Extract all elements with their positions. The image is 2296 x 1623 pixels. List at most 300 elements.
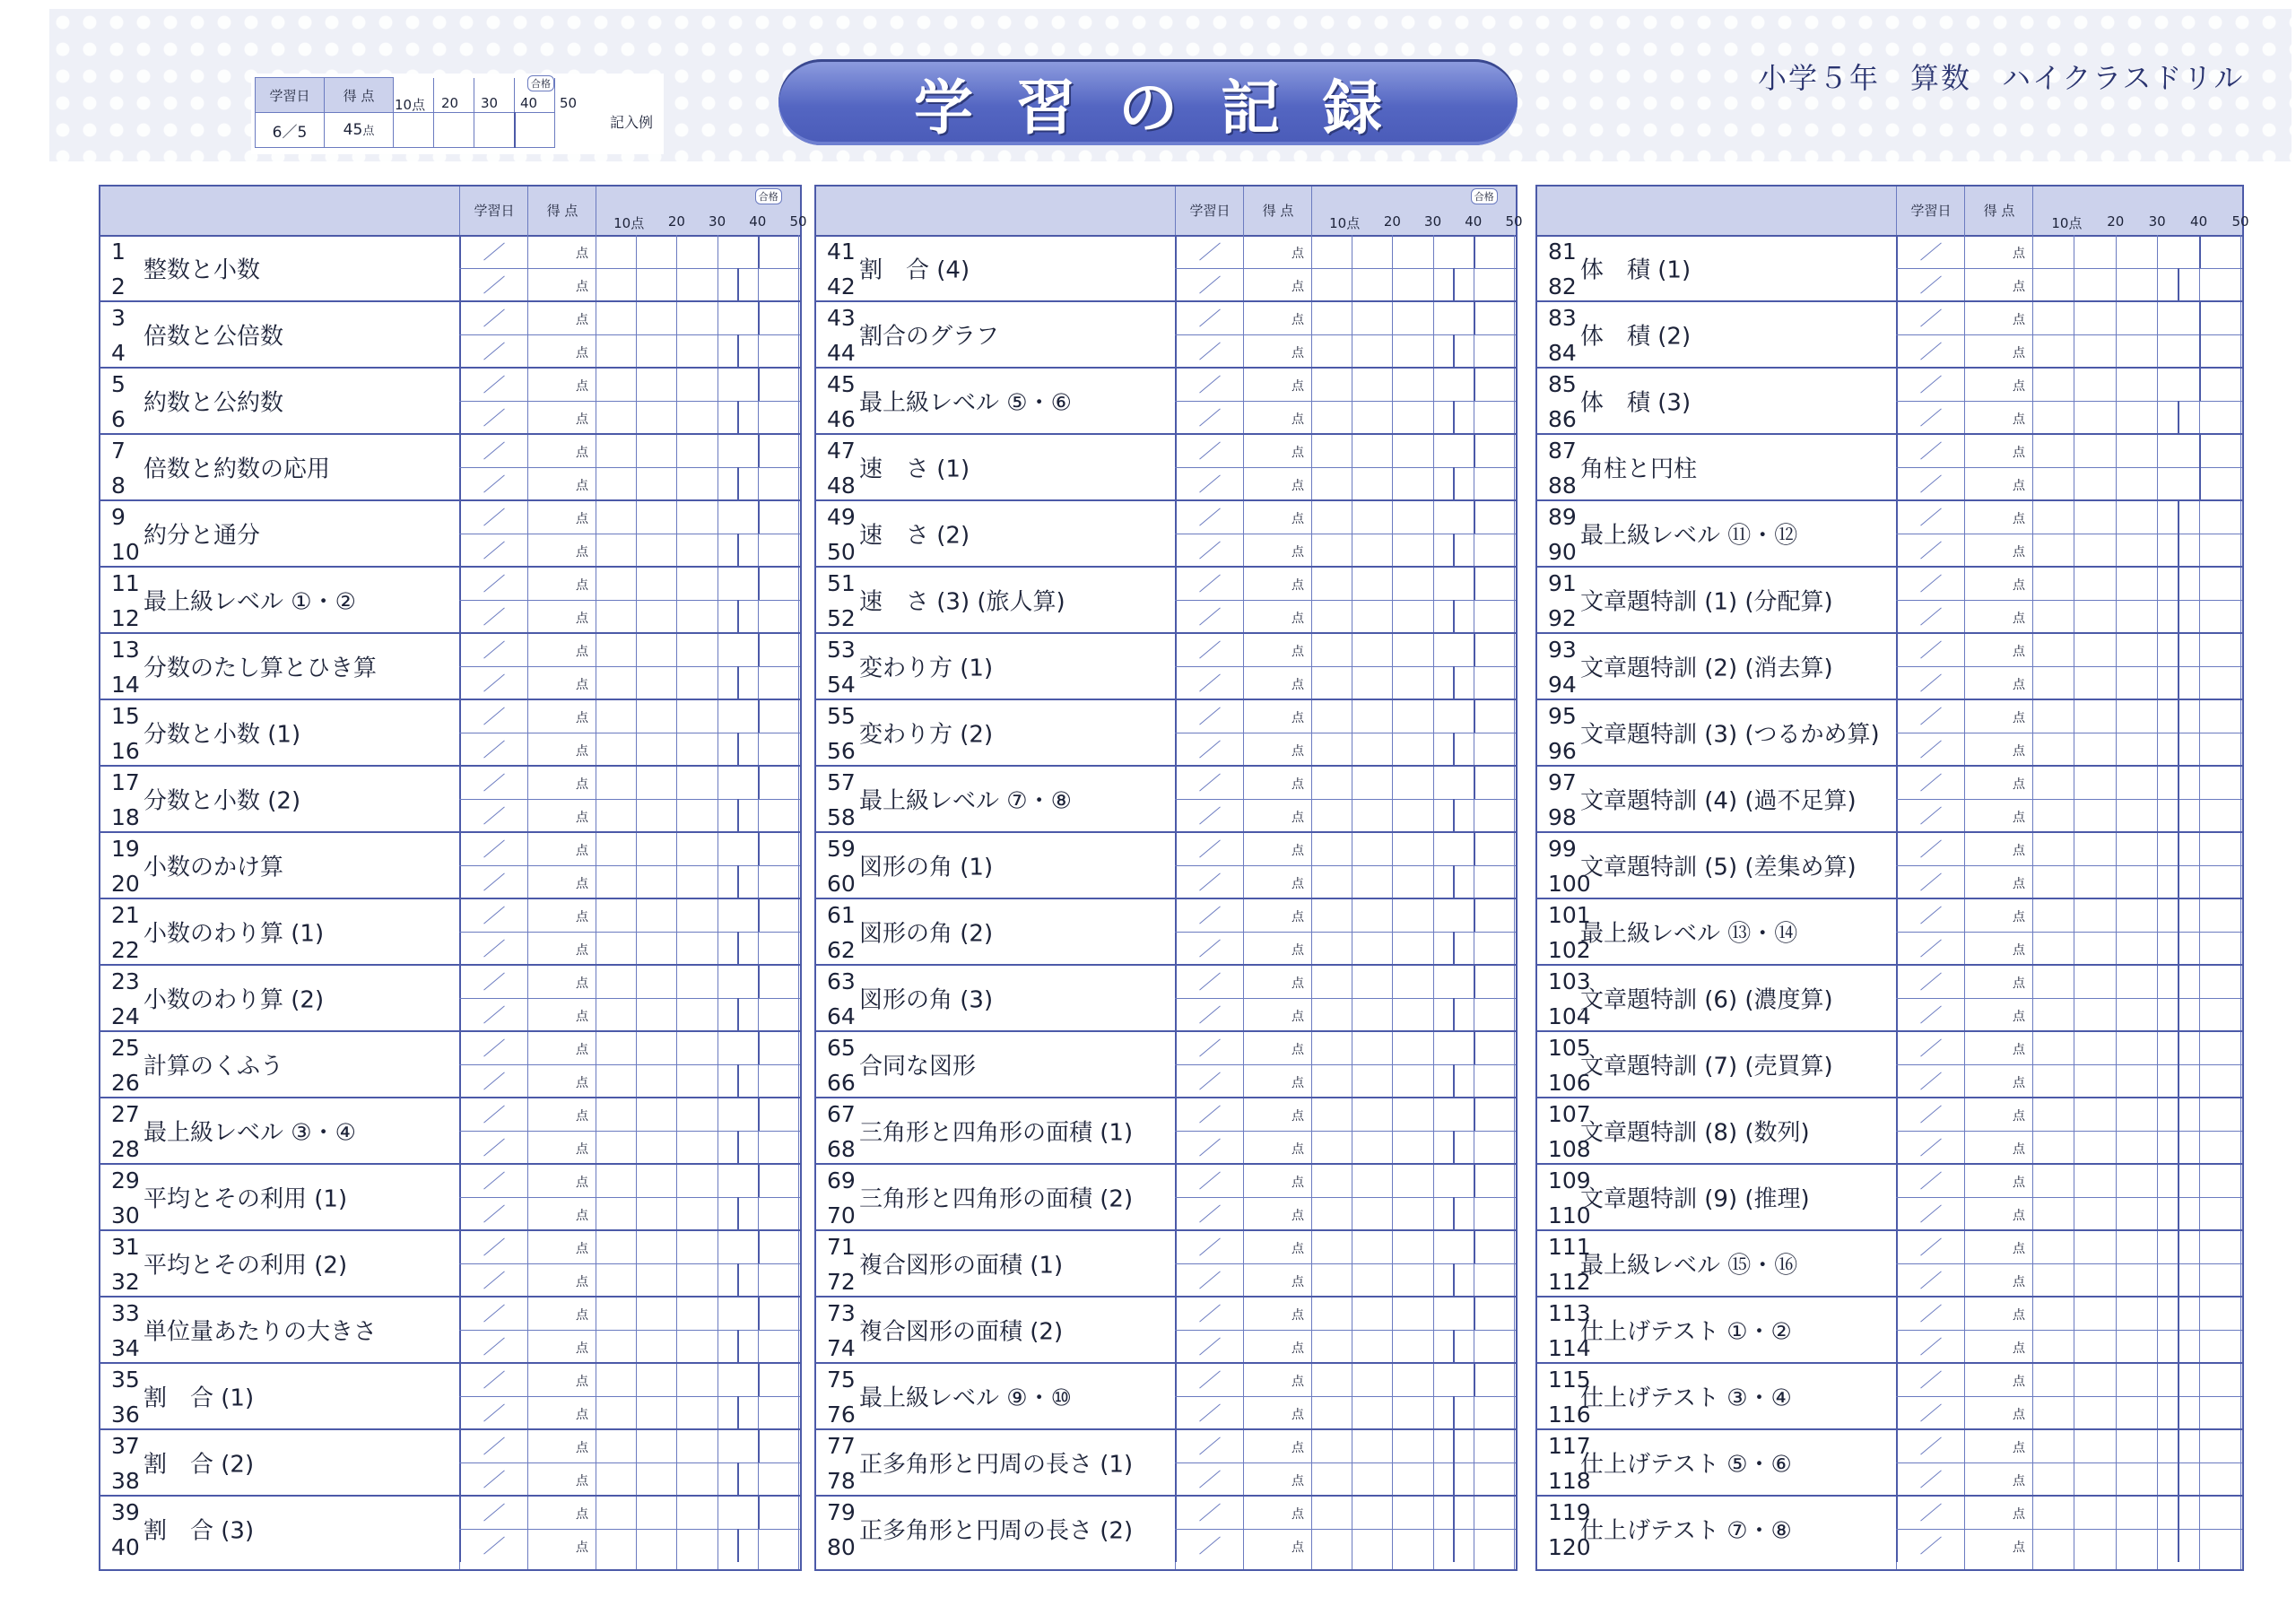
score-entry[interactable]: 点 bbox=[576, 1308, 588, 1323]
score-entry[interactable]: 点 bbox=[1292, 1408, 1304, 1422]
unit-label bbox=[816, 699, 1177, 766]
score-entry[interactable]: 点 bbox=[2013, 446, 2025, 460]
score-entry[interactable]: 点 bbox=[576, 877, 588, 891]
unit-number: 82 bbox=[1548, 273, 1577, 299]
date-entry[interactable] bbox=[1199, 1470, 1221, 1488]
unit-number: 67 bbox=[827, 1101, 856, 1127]
score-entry[interactable]: 点 bbox=[2013, 479, 2025, 493]
pass-mark bbox=[2178, 1363, 2179, 1396]
score-entry[interactable]: 点 bbox=[1292, 910, 1304, 924]
unit-row bbox=[100, 1098, 800, 1164]
row-divider bbox=[459, 1297, 800, 1331]
unit-number: 57 bbox=[827, 769, 856, 795]
date-entry[interactable] bbox=[1199, 1403, 1221, 1421]
row-divider bbox=[1175, 500, 1516, 534]
score-entry[interactable]: 点 bbox=[576, 512, 588, 526]
score-entry[interactable]: 点 bbox=[2013, 645, 2025, 659]
row-divider bbox=[1896, 766, 2242, 800]
score-entry[interactable]: 点 bbox=[2013, 1507, 2025, 1522]
score-entry[interactable]: 点 bbox=[2013, 1541, 2025, 1555]
date-entry[interactable] bbox=[1199, 806, 1221, 824]
unit-label bbox=[100, 368, 461, 434]
score-entry[interactable]: 点 bbox=[2013, 1441, 2025, 1455]
date-entry[interactable] bbox=[483, 1138, 505, 1156]
unit-name: 変わり方 (1) bbox=[859, 655, 994, 682]
score-entry[interactable]: 点 bbox=[576, 346, 588, 360]
score-entry[interactable]: 点 bbox=[2013, 844, 2025, 858]
date-entry[interactable] bbox=[483, 607, 505, 625]
date-entry[interactable] bbox=[1920, 1204, 1942, 1222]
unit-row bbox=[100, 301, 800, 368]
date-entry[interactable] bbox=[483, 1271, 505, 1289]
row-divider bbox=[1896, 832, 2242, 866]
score-entry[interactable]: 点 bbox=[576, 910, 588, 924]
score-entry[interactable]: 点 bbox=[576, 1441, 588, 1455]
unit-number: 68 bbox=[827, 1136, 856, 1162]
score-entry[interactable]: 点 bbox=[1292, 744, 1304, 759]
sample-date: 6／5 bbox=[256, 113, 325, 148]
date-entry[interactable] bbox=[483, 806, 505, 824]
unit-row bbox=[1537, 1429, 2242, 1496]
unit-label bbox=[816, 368, 1177, 434]
unit-row bbox=[1537, 1098, 2242, 1164]
date-entry[interactable] bbox=[1920, 872, 1942, 890]
unit-number: 42 bbox=[827, 273, 856, 299]
score-entry[interactable]: 点 bbox=[576, 247, 588, 261]
unit-name: 小数のわり算 (1) bbox=[144, 920, 325, 948]
score-entry[interactable]: 点 bbox=[1292, 1275, 1304, 1289]
score-entry[interactable]: 点 bbox=[1292, 1209, 1304, 1223]
score-entry[interactable]: 点 bbox=[576, 1010, 588, 1024]
date-entry[interactable] bbox=[1920, 1005, 1942, 1023]
date-entry[interactable] bbox=[1199, 1072, 1221, 1089]
date-entry[interactable] bbox=[483, 872, 505, 890]
date-entry[interactable] bbox=[483, 1470, 505, 1488]
score-column-header: 得 点 bbox=[527, 187, 596, 235]
row-divider bbox=[1175, 965, 1516, 999]
date-entry[interactable] bbox=[1199, 1536, 1221, 1554]
score-entry[interactable]: 点 bbox=[2013, 811, 2025, 825]
unit-label bbox=[816, 832, 1177, 898]
date-entry[interactable] bbox=[1199, 1138, 1221, 1156]
unit-number: 60 bbox=[827, 871, 856, 897]
score-entry[interactable]: 点 bbox=[576, 678, 588, 692]
score-entry[interactable]: 点 bbox=[576, 1176, 588, 1190]
unit-label bbox=[100, 301, 461, 368]
score-entry[interactable]: 点 bbox=[1292, 1341, 1304, 1356]
score-entry[interactable]: 点 bbox=[576, 645, 588, 659]
unit-label bbox=[1537, 1164, 1898, 1230]
pass-mark bbox=[2178, 1031, 2179, 1064]
unit-number: 8 bbox=[111, 473, 126, 499]
score-entry[interactable]: 点 bbox=[576, 976, 588, 991]
date-entry[interactable] bbox=[1920, 1138, 1942, 1156]
unit-name: 体 積 (1) bbox=[1580, 256, 1692, 284]
score-entry[interactable]: 点 bbox=[1292, 1441, 1304, 1455]
score-entry[interactable]: 点 bbox=[576, 744, 588, 759]
row-divider bbox=[459, 1429, 800, 1463]
date-entry[interactable] bbox=[483, 1403, 505, 1421]
score-entry[interactable]: 点 bbox=[576, 313, 588, 327]
score-entry[interactable]: 点 bbox=[2013, 1408, 2025, 1422]
axis-tick-label: 40 bbox=[1465, 213, 1483, 230]
pass-mark bbox=[1453, 1330, 1455, 1363]
unit-number: 70 bbox=[827, 1202, 856, 1228]
date-entry[interactable] bbox=[1199, 607, 1221, 625]
pass-mark bbox=[737, 401, 739, 434]
score-entry[interactable]: 点 bbox=[576, 1375, 588, 1389]
score-entry[interactable]: 点 bbox=[2013, 512, 2025, 526]
unit-number: 101 bbox=[1548, 902, 1591, 928]
score-entry[interactable]: 点 bbox=[1292, 446, 1304, 460]
score-entry[interactable]: 点 bbox=[2013, 545, 2025, 560]
unit-number: 84 bbox=[1548, 340, 1577, 366]
score-entry[interactable]: 点 bbox=[576, 1242, 588, 1256]
score-entry[interactable]: 点 bbox=[2013, 1242, 2025, 1256]
row-divider bbox=[1896, 1164, 2242, 1198]
date-entry[interactable] bbox=[483, 342, 505, 360]
unit-name: 平均とその利用 (2) bbox=[144, 1252, 348, 1280]
unit-label bbox=[1537, 699, 1898, 766]
unit-label bbox=[816, 633, 1177, 699]
score-entry[interactable]: 点 bbox=[1292, 1043, 1304, 1057]
score-entry[interactable]: 点 bbox=[2013, 877, 2025, 891]
unit-number: 38 bbox=[111, 1468, 140, 1494]
unit-row bbox=[100, 898, 800, 965]
unit-label bbox=[1537, 633, 1898, 699]
pass-mark bbox=[737, 1462, 739, 1496]
sample-score: 45点 bbox=[325, 113, 394, 148]
score-entry[interactable]: 点 bbox=[2013, 777, 2025, 792]
unit-name: 文章題特訓 (2) (消去算) bbox=[1580, 655, 1833, 682]
unit-name: 最上級レベル ⑮・⑯ bbox=[1580, 1252, 1798, 1280]
unit-number: 28 bbox=[111, 1136, 140, 1162]
date-entry[interactable] bbox=[1199, 474, 1221, 492]
unit-number: 53 bbox=[827, 637, 856, 663]
unit-row bbox=[1537, 832, 2242, 898]
pass-mark bbox=[2178, 534, 2179, 567]
score-entry[interactable]: 点 bbox=[2013, 1275, 2025, 1289]
score-entry[interactable]: 点 bbox=[2013, 1010, 2025, 1024]
unit-row bbox=[816, 699, 1516, 766]
date-entry[interactable] bbox=[483, 673, 505, 691]
date-entry[interactable] bbox=[483, 939, 505, 957]
row-divider bbox=[459, 1098, 800, 1132]
pass-mark bbox=[2178, 1297, 2179, 1330]
score-entry[interactable]: 点 bbox=[1292, 545, 1304, 560]
score-entry[interactable]: 点 bbox=[576, 1474, 588, 1488]
date-entry[interactable] bbox=[1199, 1204, 1221, 1222]
unit-row bbox=[816, 1297, 1516, 1363]
date-entry[interactable] bbox=[1920, 342, 1942, 360]
score-entry[interactable]: 点 bbox=[2013, 1375, 2025, 1389]
date-entry[interactable] bbox=[483, 408, 505, 426]
score-entry[interactable]: 点 bbox=[2013, 976, 2025, 991]
score-entry[interactable]: 点 bbox=[576, 379, 588, 394]
score-entry[interactable]: 点 bbox=[2013, 247, 2025, 261]
unit-name: 文章題特訓 (7) (売買算) bbox=[1580, 1053, 1833, 1081]
score-entry[interactable]: 点 bbox=[1292, 645, 1304, 659]
date-entry[interactable] bbox=[483, 1337, 505, 1355]
score-entry[interactable]: 点 bbox=[2013, 1076, 2025, 1090]
pass-mark bbox=[737, 865, 739, 898]
score-entry[interactable]: 点 bbox=[576, 1541, 588, 1555]
unit-number: 115 bbox=[1548, 1367, 1591, 1393]
date-entry[interactable] bbox=[1199, 275, 1221, 293]
row-divider bbox=[1175, 235, 1516, 269]
unit-number: 118 bbox=[1548, 1468, 1591, 1494]
score-entry[interactable]: 点 bbox=[2013, 379, 2025, 394]
date-entry[interactable] bbox=[1920, 806, 1942, 824]
score-entry[interactable]: 点 bbox=[1292, 811, 1304, 825]
unit-row bbox=[100, 1164, 800, 1230]
unit-name: 最上級レベル ⑪・⑫ bbox=[1580, 522, 1798, 550]
pass-mark bbox=[758, 898, 760, 932]
unit-label bbox=[100, 832, 461, 898]
score-entry[interactable]: 点 bbox=[1292, 1142, 1304, 1157]
score-entry[interactable]: 点 bbox=[576, 545, 588, 560]
score-entry[interactable]: 点 bbox=[576, 1408, 588, 1422]
pass-mark bbox=[2178, 1496, 2179, 1529]
score-entry[interactable]: 点 bbox=[1292, 479, 1304, 493]
pass-mark bbox=[1474, 1031, 1475, 1064]
score-entry[interactable]: 点 bbox=[2013, 1109, 2025, 1124]
score-entry[interactable]: 点 bbox=[1292, 379, 1304, 394]
axis-tick-label: 50 bbox=[2231, 213, 2249, 230]
score-entry[interactable]: 点 bbox=[1292, 346, 1304, 360]
score-entry[interactable]: 点 bbox=[1292, 612, 1304, 626]
pass-mark bbox=[737, 799, 739, 832]
date-entry[interactable] bbox=[1920, 275, 1942, 293]
score-entry[interactable]: 点 bbox=[2013, 1209, 2025, 1223]
pass-mark bbox=[1453, 1197, 1455, 1230]
date-entry[interactable] bbox=[1920, 939, 1942, 957]
unit-number: 5 bbox=[111, 371, 126, 397]
date-entry[interactable] bbox=[1199, 740, 1221, 758]
score-entry[interactable]: 点 bbox=[1292, 1176, 1304, 1190]
unit-row bbox=[100, 1031, 800, 1098]
date-entry[interactable] bbox=[1920, 1271, 1942, 1289]
unit-number: 37 bbox=[111, 1433, 140, 1459]
date-entry[interactable] bbox=[1920, 408, 1942, 426]
score-entry[interactable]: 点 bbox=[2013, 1043, 2025, 1057]
unit-number: 33 bbox=[111, 1300, 140, 1326]
date-entry[interactable] bbox=[483, 1536, 505, 1554]
date-entry[interactable] bbox=[483, 474, 505, 492]
score-entry[interactable]: 点 bbox=[576, 844, 588, 858]
score-entry[interactable]: 点 bbox=[2013, 412, 2025, 427]
pass-mark bbox=[1474, 1164, 1475, 1197]
score-entry[interactable]: 点 bbox=[1292, 247, 1304, 261]
row-divider bbox=[1896, 1363, 2242, 1397]
score-entry[interactable]: 点 bbox=[2013, 943, 2025, 958]
score-entry[interactable]: 点 bbox=[2013, 1142, 2025, 1157]
score-entry[interactable]: 点 bbox=[576, 1109, 588, 1124]
date-entry[interactable] bbox=[1199, 939, 1221, 957]
score-entry[interactable]: 点 bbox=[1292, 711, 1304, 725]
date-entry[interactable] bbox=[483, 541, 505, 559]
score-entry[interactable]: 点 bbox=[576, 1209, 588, 1223]
score-entry[interactable]: 点 bbox=[2013, 711, 2025, 725]
date-entry[interactable] bbox=[1199, 872, 1221, 890]
pass-mark bbox=[2178, 1131, 2179, 1164]
date-entry[interactable] bbox=[1199, 673, 1221, 691]
date-entry[interactable] bbox=[1920, 1403, 1942, 1421]
record-panel-3 bbox=[1535, 185, 2249, 1571]
unit-row bbox=[816, 1230, 1516, 1297]
date-entry[interactable] bbox=[1920, 1536, 1942, 1554]
score-entry[interactable]: 点 bbox=[576, 412, 588, 427]
score-entry[interactable]: 点 bbox=[2013, 744, 2025, 759]
score-entry[interactable]: 点 bbox=[576, 1275, 588, 1289]
unit-name: 速 さ (3) (旅人算) bbox=[859, 588, 1065, 616]
score-entry[interactable]: 点 bbox=[2013, 578, 2025, 593]
unit-row bbox=[816, 1098, 1516, 1164]
pass-mark bbox=[1453, 799, 1455, 832]
score-entry[interactable]: 点 bbox=[1292, 313, 1304, 327]
score-entry[interactable]: 点 bbox=[576, 711, 588, 725]
unit-label bbox=[1537, 1230, 1898, 1297]
unit-number: 55 bbox=[827, 703, 856, 729]
date-entry[interactable] bbox=[1199, 541, 1221, 559]
score-entry[interactable]: 点 bbox=[1292, 844, 1304, 858]
unit-row bbox=[100, 1429, 800, 1496]
date-entry[interactable] bbox=[1920, 1337, 1942, 1355]
score-entry[interactable]: 点 bbox=[1292, 877, 1304, 891]
score-entry[interactable]: 点 bbox=[576, 479, 588, 493]
score-entry[interactable]: 点 bbox=[576, 612, 588, 626]
unit-number: 114 bbox=[1548, 1335, 1591, 1361]
unit-number: 27 bbox=[111, 1101, 140, 1127]
date-entry[interactable] bbox=[483, 1005, 505, 1023]
unit-row bbox=[100, 368, 800, 434]
unit-name: 仕上げテスト ③・④ bbox=[1580, 1384, 1792, 1412]
date-entry[interactable] bbox=[1199, 408, 1221, 426]
unit-name: 体 積 (3) bbox=[1580, 389, 1692, 417]
date-entry[interactable] bbox=[1199, 1337, 1221, 1355]
score-entry[interactable]: 点 bbox=[1292, 1308, 1304, 1323]
pass-mark bbox=[2178, 666, 2179, 699]
date-entry[interactable] bbox=[1920, 607, 1942, 625]
row-divider bbox=[1896, 898, 2242, 933]
unit-number: 69 bbox=[827, 1167, 856, 1193]
score-entry[interactable]: 点 bbox=[576, 1142, 588, 1157]
date-entry[interactable] bbox=[483, 275, 505, 293]
score-entry[interactable]: 点 bbox=[1292, 1375, 1304, 1389]
unit-number: 104 bbox=[1548, 1003, 1591, 1029]
unit-number: 64 bbox=[827, 1003, 856, 1029]
unit-name: 最上級レベル ⑦・⑧ bbox=[859, 787, 1072, 815]
date-entry[interactable] bbox=[483, 740, 505, 758]
score-entry[interactable]: 点 bbox=[2013, 1308, 2025, 1323]
score-entry[interactable]: 点 bbox=[2013, 280, 2025, 294]
unit-number: 78 bbox=[827, 1468, 856, 1494]
score-entry[interactable]: 点 bbox=[2013, 1474, 2025, 1488]
score-entry[interactable]: 点 bbox=[576, 280, 588, 294]
score-entry[interactable]: 点 bbox=[1292, 1507, 1304, 1522]
score-entry[interactable]: 点 bbox=[1292, 1541, 1304, 1555]
pass-mark bbox=[2178, 832, 2179, 865]
score-entry[interactable]: 点 bbox=[576, 1507, 588, 1522]
score-entry[interactable]: 点 bbox=[576, 777, 588, 792]
score-entry[interactable]: 点 bbox=[576, 811, 588, 825]
row-divider bbox=[459, 1363, 800, 1397]
date-entry[interactable] bbox=[1920, 541, 1942, 559]
row-divider bbox=[459, 1230, 800, 1264]
score-entry[interactable]: 点 bbox=[1292, 512, 1304, 526]
unit-label bbox=[1537, 434, 1898, 500]
date-entry[interactable] bbox=[1920, 474, 1942, 492]
score-column-header: 得 点 bbox=[1964, 187, 2033, 235]
date-entry[interactable] bbox=[1199, 342, 1221, 360]
score-entry[interactable]: 点 bbox=[2013, 313, 2025, 327]
score-entry[interactable]: 点 bbox=[1292, 976, 1304, 991]
pass-mark bbox=[737, 534, 739, 567]
score-entry[interactable]: 点 bbox=[576, 446, 588, 460]
score-entry[interactable]: 点 bbox=[2013, 612, 2025, 626]
unit-label bbox=[1537, 567, 1898, 633]
date-entry[interactable] bbox=[1920, 740, 1942, 758]
sample-tick-label: 30 bbox=[481, 95, 499, 111]
unit-number: 24 bbox=[111, 1003, 140, 1029]
score-entry[interactable]: 点 bbox=[576, 1076, 588, 1090]
date-entry[interactable] bbox=[483, 1072, 505, 1089]
score-entry[interactable]: 点 bbox=[2013, 1341, 2025, 1356]
date-entry[interactable] bbox=[1920, 1072, 1942, 1089]
unit-number: 100 bbox=[1548, 871, 1591, 897]
unit-label bbox=[816, 766, 1177, 832]
unit-name: 割 合 (2) bbox=[144, 1451, 255, 1479]
score-entry[interactable]: 点 bbox=[1292, 412, 1304, 427]
axis-tick-label: 30 bbox=[709, 213, 726, 230]
unit-name: 文章題特訓 (3) (つるかめ算) bbox=[1580, 721, 1880, 749]
score-entry[interactable]: 点 bbox=[2013, 346, 2025, 360]
unit-row bbox=[1537, 1496, 2242, 1562]
unit-number: 17 bbox=[111, 769, 140, 795]
score-entry[interactable]: 点 bbox=[2013, 910, 2025, 924]
date-entry[interactable] bbox=[483, 1204, 505, 1222]
unit-number: 63 bbox=[827, 968, 856, 994]
unit-number: 109 bbox=[1548, 1167, 1591, 1193]
score-entry[interactable]: 点 bbox=[576, 1341, 588, 1356]
date-entry[interactable] bbox=[1920, 1470, 1942, 1488]
score-entry[interactable]: 点 bbox=[576, 943, 588, 958]
pass-mark bbox=[758, 434, 760, 467]
unit-label bbox=[1537, 1031, 1898, 1098]
date-entry[interactable] bbox=[1920, 673, 1942, 691]
unit-number: 11 bbox=[111, 570, 140, 596]
score-entry[interactable]: 点 bbox=[1292, 678, 1304, 692]
score-entry[interactable]: 点 bbox=[1292, 943, 1304, 958]
score-entry[interactable]: 点 bbox=[1292, 777, 1304, 792]
score-entry[interactable]: 点 bbox=[576, 1043, 588, 1057]
score-entry[interactable]: 点 bbox=[1292, 1474, 1304, 1488]
date-entry[interactable] bbox=[1199, 1005, 1221, 1023]
score-entry[interactable]: 点 bbox=[1292, 280, 1304, 294]
date-entry[interactable] bbox=[1199, 1271, 1221, 1289]
pass-mark bbox=[2178, 500, 2179, 534]
score-entry[interactable]: 点 bbox=[1292, 578, 1304, 593]
row-divider bbox=[459, 898, 800, 933]
score-entry[interactable]: 点 bbox=[1292, 1109, 1304, 1124]
score-entry[interactable]: 点 bbox=[1292, 1076, 1304, 1090]
score-entry[interactable]: 点 bbox=[576, 578, 588, 593]
score-entry[interactable]: 点 bbox=[1292, 1242, 1304, 1256]
score-entry[interactable]: 点 bbox=[2013, 678, 2025, 692]
pass-mark bbox=[1474, 699, 1475, 733]
score-entry[interactable]: 点 bbox=[2013, 1176, 2025, 1190]
score-entry[interactable]: 点 bbox=[1292, 1010, 1304, 1024]
